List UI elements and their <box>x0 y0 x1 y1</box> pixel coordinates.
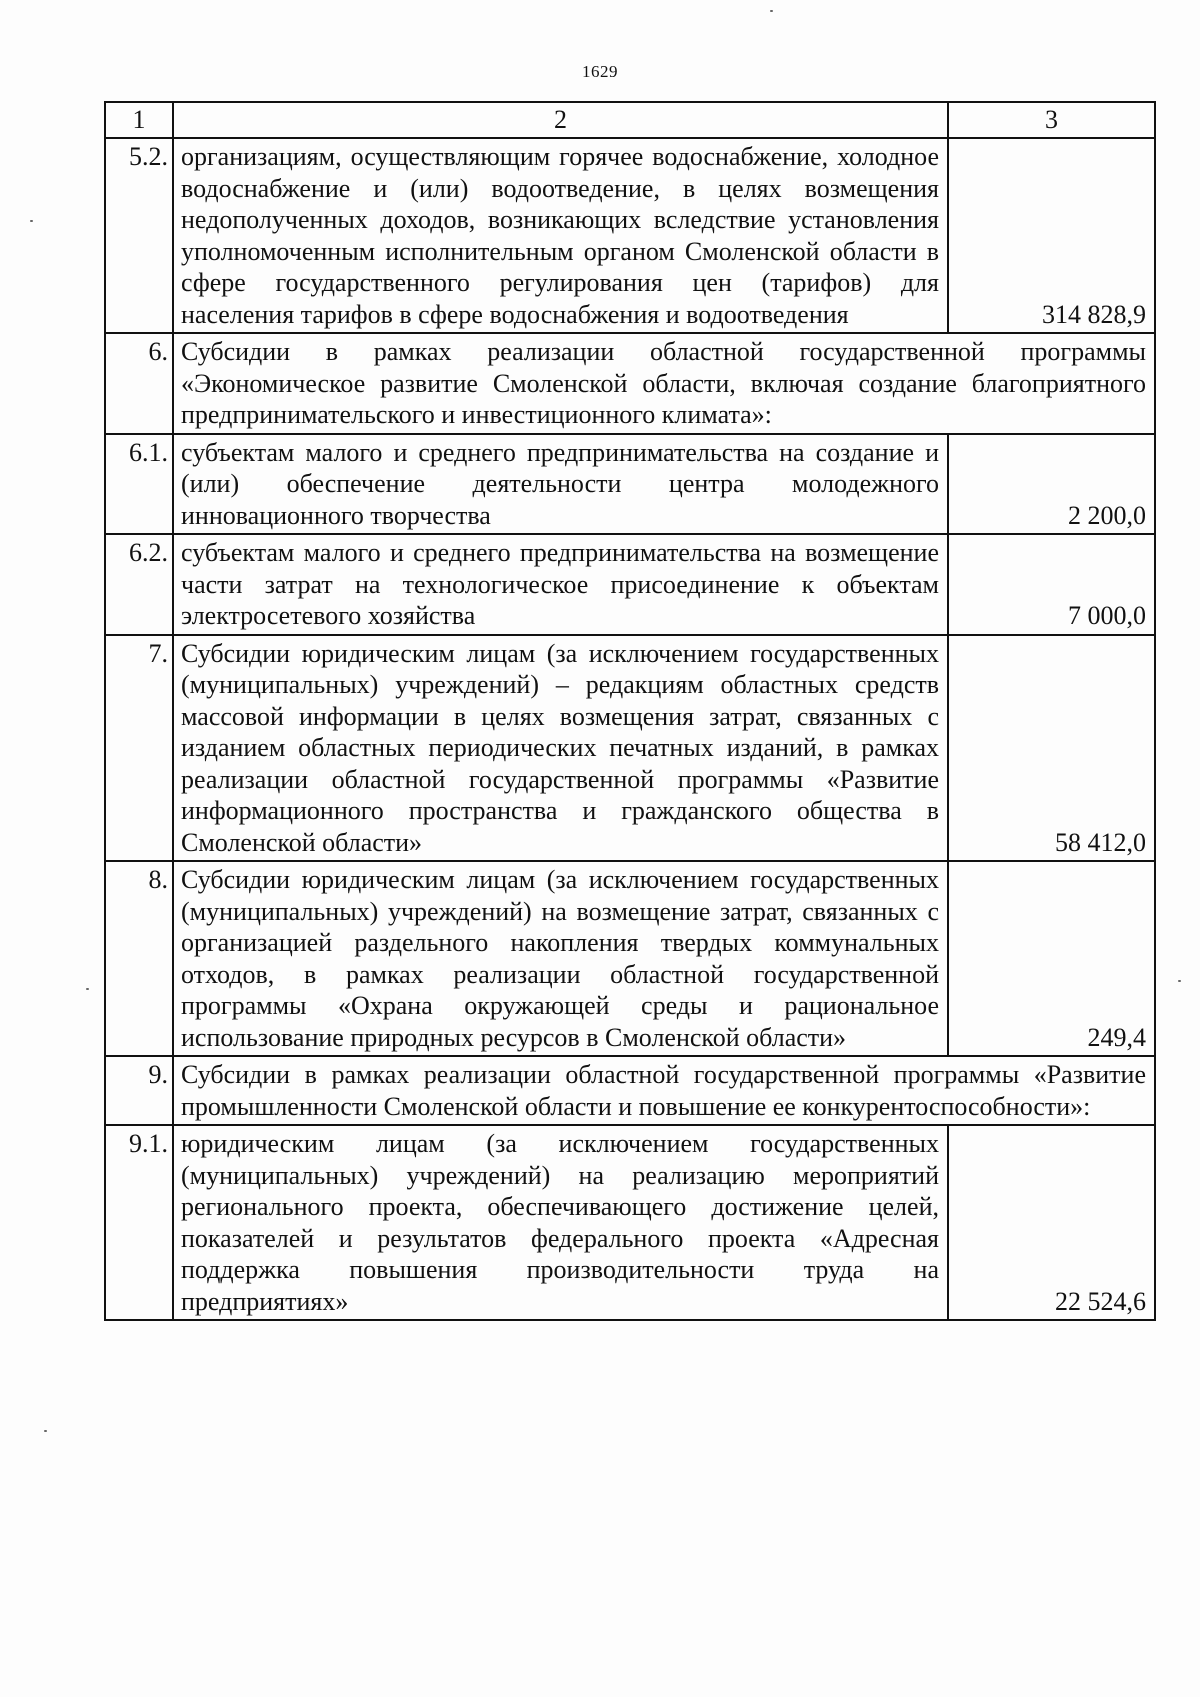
row-amount: 58 412,0 <box>948 635 1155 862</box>
row-description: организациям, осуществляющим горячее водоснабжение, холодное водоснабжение и (или) водоотведение, в целях возмещения недополученных доходов, возникающих вследствие установления уполномоченным исполнительным органом Смоленской области в сфере государственного регулирования цен (тарифов) для населения тарифов в сфере водоснабжения и водоотведения <box>173 138 948 333</box>
row-amount: 22 524,6 <box>948 1125 1155 1320</box>
table-row <box>105 434 1155 535</box>
scan-speck <box>30 220 33 222</box>
page-number: 1629 <box>582 62 618 81</box>
subsidy-table <box>104 101 1156 1321</box>
table-row <box>105 138 1155 333</box>
row-number: 6. <box>105 333 173 434</box>
row-amount: 249,4 <box>948 861 1155 1056</box>
row-number: 7. <box>105 635 173 862</box>
row-description: Субсидии в рамках реализации областной государственной программы «Развитие промышленности Смоленской области и повышение ее конкурентоспособности»: <box>173 1056 1155 1125</box>
column-header: 3 <box>948 102 1155 138</box>
row-description: юридическим лицам (за исключением государственных (муниципальных) учреждений) на реализацию мероприятий регионального проекта, обеспечивающего достижение целей, показателей и результатов федерального проекта «Адресная поддержка повышения производительности труда на предприятиях» <box>173 1125 948 1320</box>
row-number: 9. <box>105 1056 173 1125</box>
row-description: субъектам малого и среднего предпринимательства на возмещение части затрат на технологическое присоединение к объектам электросетевого хозяйства <box>173 534 948 635</box>
table-header-row <box>105 102 1155 138</box>
row-amount: 7 000,0 <box>948 534 1155 635</box>
row-number: 5.2. <box>105 138 173 333</box>
row-description: субъектам малого и среднего предпринимательства на создание и (или) обеспечение деятельности центра молодежного инновационного творчества <box>173 434 948 535</box>
column-header: 1 <box>105 102 173 138</box>
row-number: 9.1. <box>105 1125 173 1320</box>
table-row <box>105 861 1155 1056</box>
table-row <box>105 635 1155 862</box>
row-number: 6.1. <box>105 434 173 535</box>
row-description: Субсидии юридическим лицам (за исключением государственных (муниципальных) учреждений) – редакциям областных средств массовой информации в целях возмещения затрат, связанных с изданием областных периодических печатных изданий, в рамках реализации областной государственной программы «Развитие информационного пространства и гражданского общества в Смоленской области» <box>173 635 948 862</box>
column-header: 2 <box>173 102 948 138</box>
row-description: Субсидии в рамках реализации областной государственной программы «Экономическое развитие Смоленской области, включая создание благоприятного предпринимательского и инвестиционного климата»: <box>173 333 1155 434</box>
table-row <box>105 1125 1155 1320</box>
table-row <box>105 534 1155 635</box>
row-amount: 2 200,0 <box>948 434 1155 535</box>
table-row <box>105 1056 1155 1125</box>
scan-speck <box>770 10 773 12</box>
row-number: 6.2. <box>105 534 173 635</box>
scan-speck <box>86 988 89 990</box>
table-row <box>105 333 1155 434</box>
scan-speck <box>44 1430 47 1432</box>
scan-speck <box>1178 980 1181 982</box>
row-description: Субсидии юридическим лицам (за исключением государственных (муниципальных) учреждений) на возмещение затрат, связанных с организацией раздельного накопления твердых коммунальных отходов, в рамках реализации областной государственной программы «Охрана окружающей среды и рациональное использование природных ресурсов в Смоленской области» <box>173 861 948 1056</box>
row-amount: 314 828,9 <box>948 138 1155 333</box>
row-number: 8. <box>105 861 173 1056</box>
